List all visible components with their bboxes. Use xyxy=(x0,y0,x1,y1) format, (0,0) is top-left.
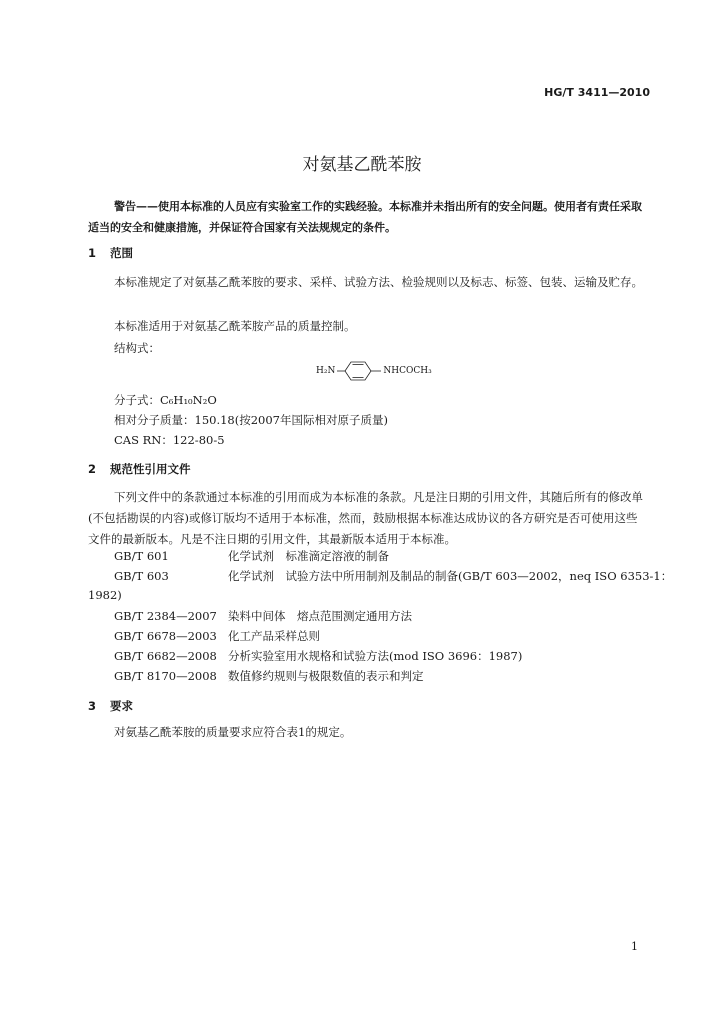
molecular-formula: 分子式：C₆H₁₀N₂O xyxy=(114,393,217,407)
reference-code: GB/T 6678—2003 xyxy=(114,629,217,643)
structural-formula xyxy=(316,360,432,382)
cas-number: CAS RN：122-80-5 xyxy=(114,433,225,447)
reference-title: 化工产品采样总则 xyxy=(228,629,320,643)
reference-title: 染料中间体 熔点范围测定通用方法 xyxy=(228,609,412,623)
section-title: 要求 xyxy=(110,699,133,713)
reference-title: 化学试剂 标准滴定溶液的制备 xyxy=(228,549,389,563)
reference-code: GB/T 2384—2007 xyxy=(114,609,217,623)
reference-code: GB/T 6682—2008 xyxy=(114,649,217,663)
reference-continuation: 1982) xyxy=(88,588,122,602)
reference-item xyxy=(114,648,522,664)
applicability-paragraph: 本标准适用于对氨基乙酰苯胺产品的质量控制。 xyxy=(114,319,356,333)
page-title: 对氨基乙酰苯胺 xyxy=(302,155,422,175)
section-title: 范围 xyxy=(110,246,133,260)
reference-code: GB/T 601 xyxy=(114,549,169,563)
formula-acetamide-group: NHCOCH₃ xyxy=(383,366,432,376)
reference-item xyxy=(114,548,389,564)
standard-code: HG/T 3411—2010 xyxy=(544,86,650,99)
section-title: 规范性引用文件 xyxy=(110,462,191,476)
formula-amine-group: H₂N xyxy=(316,366,336,376)
references-intro: 下列文件中的条款通过本标准的引用而成为本标准的条款。凡是注日期的引用文件，其随后所有的修改单(不包括勘误的内容)或修订版均不适用于本标准，然而，鼓励根据本标准达成协议的各方研究是否可使用这些文件的最新版本。凡是不注日期的引用文件，其最新版本适用于本标准。 xyxy=(88,490,643,546)
reference-code: GB/T 603 xyxy=(114,569,169,583)
requirements-paragraph: 对氨基乙酰苯胺的质量要求应符合表1的规定。 xyxy=(114,725,352,739)
reference-code: GB/T 8170—2008 xyxy=(114,669,217,683)
section-1-heading xyxy=(88,245,133,261)
reference-title: 分析实验室用水规格和试验方法(mod ISO 3696：1987) xyxy=(228,649,523,663)
molecular-weight: 相对分子质量：150.18(按2007年国际相对原子质量) xyxy=(114,413,388,427)
scope-paragraph: 本标准规定了对氨基乙酰苯胺的要求、采样、试验方法、检验规则以及标志、标签、包装、运输及贮存。 xyxy=(114,275,643,289)
structure-label: 结构式： xyxy=(114,341,160,355)
reference-title: 数值修约规则与极限数值的表示和判定 xyxy=(228,669,424,683)
section-3-heading xyxy=(88,698,133,714)
reference-item xyxy=(114,628,320,644)
section-number: 3 xyxy=(88,699,97,713)
section-2-heading xyxy=(88,461,191,477)
reference-item xyxy=(114,668,424,684)
reference-item xyxy=(114,608,412,624)
section-number: 1 xyxy=(88,246,97,260)
reference-item xyxy=(114,568,672,584)
page-number: 1 xyxy=(631,940,638,953)
benzene-ring-icon xyxy=(337,360,381,382)
reference-title: 化学试剂 试验方法中所用制剂及制品的制备(GB/T 603—2002，neq ISO 6353-1： xyxy=(228,569,673,583)
section-number: 2 xyxy=(88,462,97,476)
warning-paragraph: 警告——使用本标准的人员应有实验室工作的实践经验。本标准并未指出所有的安全问题。使用者有责任采取适当的安全和健康措施，并保证符合国家有关法规规定的条件。 xyxy=(88,200,642,234)
